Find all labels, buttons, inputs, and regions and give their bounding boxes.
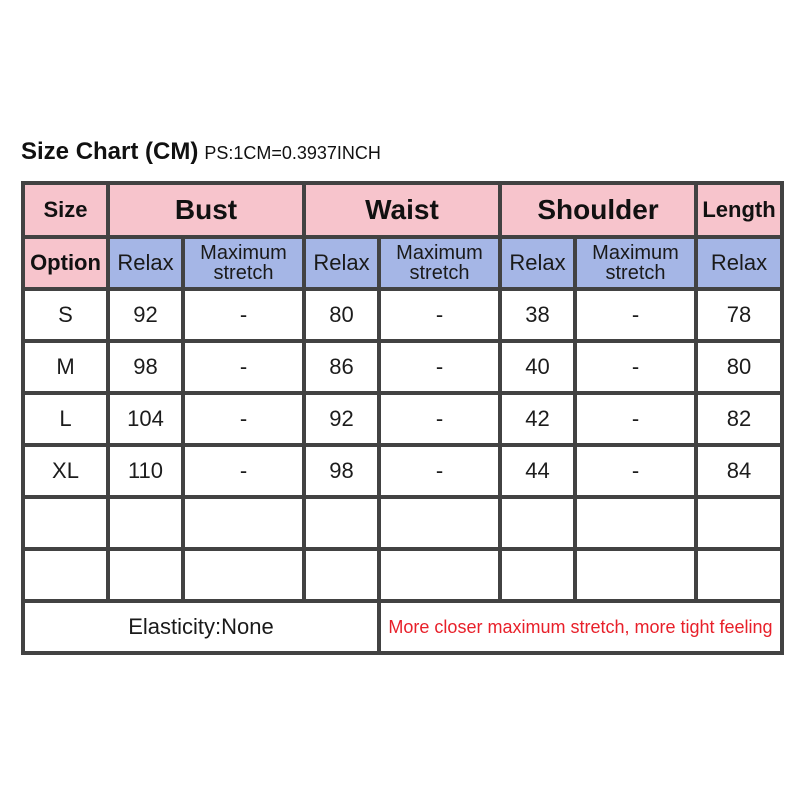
shoulder-max-cell: - (577, 343, 694, 391)
header-length: Length (698, 185, 780, 235)
bust-relax-cell: 110 (110, 447, 181, 495)
header-bust: Bust (110, 185, 302, 235)
waist-max-stretch-header: Maximum stretch (381, 239, 498, 287)
length-relax-cell: 82 (698, 395, 780, 443)
table-row (25, 395, 780, 443)
empty-cell (502, 499, 573, 547)
table-row (25, 291, 780, 339)
empty-cell (185, 551, 302, 599)
header-row-sub (25, 239, 780, 287)
bust-relax-cell: 98 (110, 343, 181, 391)
header-option: Option (25, 239, 106, 287)
bust-max-cell: - (185, 447, 302, 495)
bust-max-stretch-header: Maximum stretch (185, 239, 302, 287)
footer-row (25, 603, 780, 651)
empty-cell (110, 551, 181, 599)
empty-cell (577, 499, 694, 547)
bust-max-cell: - (185, 395, 302, 443)
stretch-note: More closer maximum stretch, more tight feeling (381, 603, 780, 651)
shoulder-relax-cell: 38 (502, 291, 573, 339)
size-cell: S (25, 291, 106, 339)
empty-cell (698, 551, 780, 599)
empty-cell (185, 499, 302, 547)
header-waist: Waist (306, 185, 498, 235)
empty-cell (25, 499, 106, 547)
empty-cell (698, 499, 780, 547)
empty-row (25, 499, 780, 547)
shoulder-relax-cell: 40 (502, 343, 573, 391)
bust-max-cell: - (185, 291, 302, 339)
waist-relax-header: Relax (306, 239, 377, 287)
table-row (25, 343, 780, 391)
length-relax-header: Relax (698, 239, 780, 287)
empty-cell (577, 551, 694, 599)
shoulder-relax-cell: 42 (502, 395, 573, 443)
bust-relax-header: Relax (110, 239, 181, 287)
waist-max-cell: - (381, 447, 498, 495)
shoulder-max-cell: - (577, 291, 694, 339)
shoulder-max-stretch-header: Maximum stretch (577, 239, 694, 287)
chart-title: Size Chart (CM) (21, 138, 199, 165)
shoulder-relax-header: Relax (502, 239, 573, 287)
waist-max-cell: - (381, 395, 498, 443)
empty-cell (306, 499, 377, 547)
empty-cell (381, 551, 498, 599)
size-table (21, 181, 784, 655)
shoulder-relax-cell: 44 (502, 447, 573, 495)
waist-max-cell: - (381, 291, 498, 339)
waist-max-cell: - (381, 343, 498, 391)
empty-cell (25, 551, 106, 599)
size-chart-title (21, 138, 381, 172)
conversion-note: PS:1CM=0.3937INCH (204, 143, 381, 163)
waist-relax-cell: 86 (306, 343, 377, 391)
header-shoulder: Shoulder (502, 185, 694, 235)
bust-max-cell: - (185, 343, 302, 391)
size-cell: XL (25, 447, 106, 495)
waist-relax-cell: 98 (306, 447, 377, 495)
empty-row (25, 551, 780, 599)
table-row (25, 447, 780, 495)
header-size: Size (25, 185, 106, 235)
length-relax-cell: 84 (698, 447, 780, 495)
size-cell: L (25, 395, 106, 443)
empty-cell (502, 551, 573, 599)
empty-cell (381, 499, 498, 547)
empty-cell (306, 551, 377, 599)
elasticity-label: Elasticity:None (25, 603, 377, 651)
header-row-groups (25, 185, 780, 235)
bust-relax-cell: 104 (110, 395, 181, 443)
shoulder-max-cell: - (577, 447, 694, 495)
length-relax-cell: 80 (698, 343, 780, 391)
bust-relax-cell: 92 (110, 291, 181, 339)
empty-cell (110, 499, 181, 547)
size-cell: M (25, 343, 106, 391)
waist-relax-cell: 92 (306, 395, 377, 443)
shoulder-max-cell: - (577, 395, 694, 443)
length-relax-cell: 78 (698, 291, 780, 339)
waist-relax-cell: 80 (306, 291, 377, 339)
